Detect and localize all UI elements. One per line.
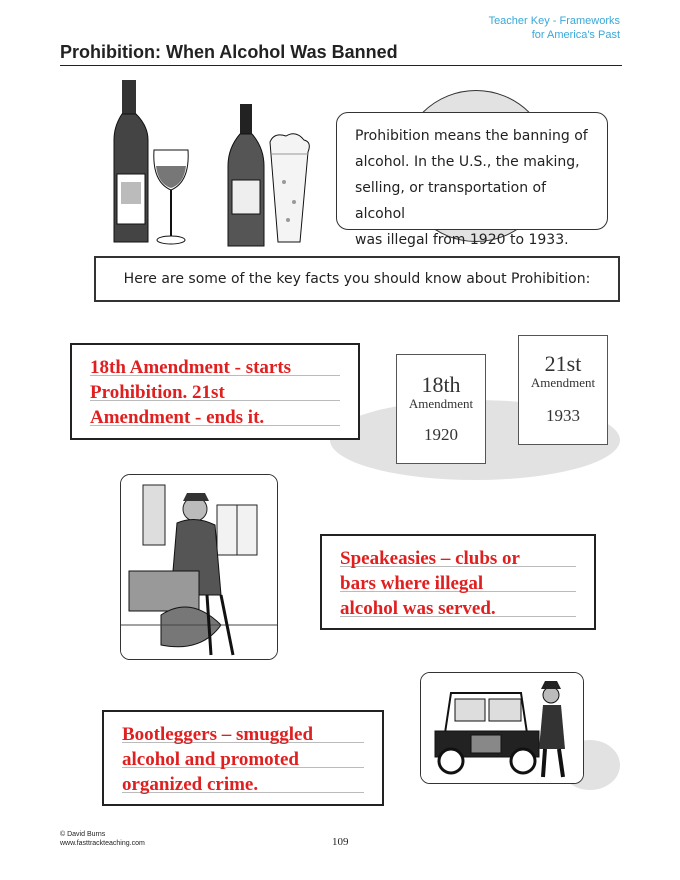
definition-line-3: selling, or transportation of alcohol bbox=[355, 180, 547, 222]
answer-line-1: Speakeasies – clubs or bbox=[340, 548, 520, 569]
amendment-label: Amendment bbox=[530, 375, 596, 390]
answer-line-2: bars where illegal bbox=[340, 573, 484, 594]
publisher-line-2: for America's Past bbox=[531, 29, 620, 41]
answer-line-3: Amendment - ends it. bbox=[90, 407, 265, 428]
copyright-text: © David Burns bbox=[60, 831, 106, 838]
definition-line-4: was illegal from 1920 to 1933. bbox=[355, 232, 569, 248]
bootleggers-answer-text bbox=[122, 722, 313, 797]
publisher-line-1: Teacher Key - Frameworks bbox=[488, 15, 620, 27]
answer-line-1: 18th Amendment - starts bbox=[90, 357, 292, 378]
amendment-year: 1933 bbox=[546, 406, 580, 425]
answer-line-3: alcohol was served. bbox=[340, 598, 496, 619]
bootleggers-answer-box bbox=[102, 710, 384, 806]
page-number: 109 bbox=[332, 836, 349, 848]
page-title: Prohibition: When Alcohol Was Banned bbox=[60, 42, 398, 62]
speakeasy-drawing bbox=[121, 475, 278, 660]
wine-bottle-glass-illustration bbox=[108, 78, 200, 250]
website-text: www.fasttrackteaching.com bbox=[60, 840, 145, 847]
answer-line-2: Prohibition. 21st bbox=[90, 382, 225, 403]
answer-line-3: organized crime. bbox=[122, 774, 259, 795]
definition-box bbox=[336, 112, 608, 248]
amendment-card-21st bbox=[518, 335, 608, 445]
definition-line-2: alcohol. In the U.S., the making, bbox=[355, 154, 580, 170]
title-divider bbox=[60, 65, 622, 66]
amendment-year: 1920 bbox=[424, 425, 458, 444]
footer-credits bbox=[60, 830, 145, 848]
definition-line-1: Prohibition means the banning of bbox=[355, 128, 588, 144]
speakeasy-illustration bbox=[120, 474, 278, 660]
speakeasies-answer-text bbox=[340, 546, 520, 621]
bootlegger-car-illustration bbox=[420, 672, 584, 784]
key-facts-banner: Here are some of the key facts you should know about Prohibition: bbox=[94, 256, 620, 302]
amendment-number: 18th bbox=[421, 372, 461, 397]
answer-line-1: Bootleggers – smuggled bbox=[122, 724, 314, 745]
speakeasies-answer-box bbox=[320, 534, 596, 630]
amendment-label: Amendment bbox=[408, 396, 474, 411]
publisher-header bbox=[450, 14, 620, 42]
amendment-answer-text bbox=[90, 355, 291, 430]
amendment-number: 21st bbox=[544, 351, 582, 376]
answer-line-2: alcohol and promoted bbox=[122, 749, 300, 770]
amendment-card-18th bbox=[396, 354, 486, 464]
car-drawing bbox=[421, 673, 584, 784]
beer-bottle-mug-illustration bbox=[212, 102, 316, 250]
amendment-answer-box bbox=[70, 343, 360, 440]
